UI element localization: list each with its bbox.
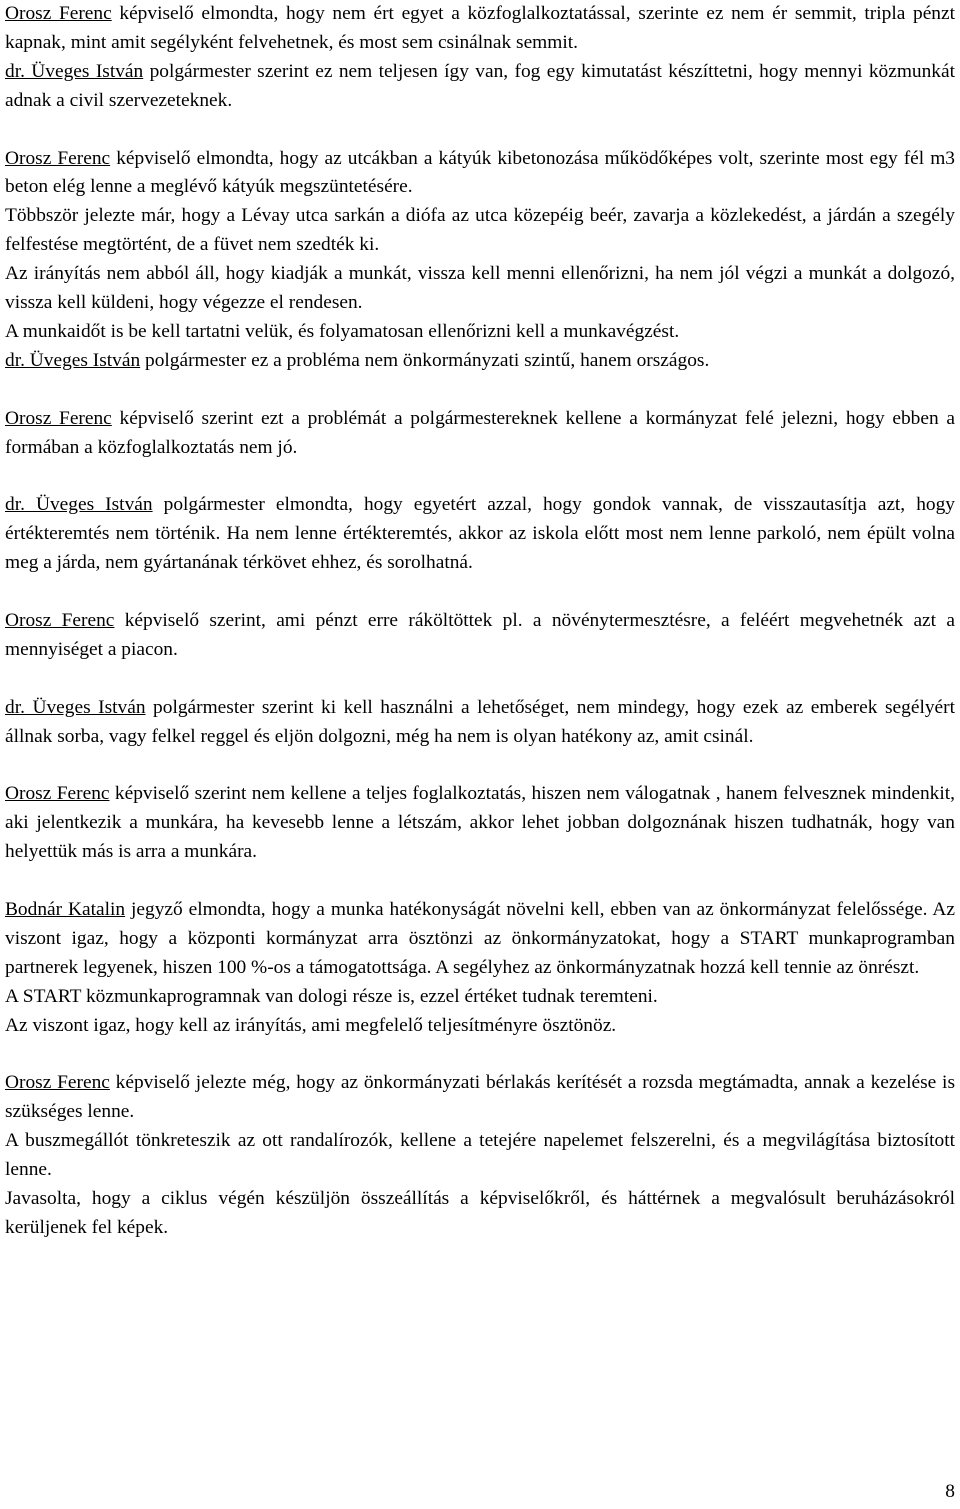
speaker-name: Orosz Ferenc <box>5 783 110 805</box>
paragraph <box>5 347 955 376</box>
paragraph-text: jegyző elmondta, hogy a munka hatékonyságát növelni kell, ebben van az önkormányzat felelőssége. Az viszont igaz, hogy a központi kormányzat arra ösztönzi az önkormányzatokat, hogy a START munkaprogramban partnerek legyenek, hiszen 100 %-os a támogatottsága. A segélyhez az önkormányzatnak hozzá kell tennie az önrészt. <box>5 898 955 978</box>
speaker-name: dr. Üveges István <box>5 60 144 82</box>
paragraph <box>5 491 955 578</box>
paragraph-text: képviselő elmondta, hogy az utcákban a kátyúk kibetonozása működőképes volt, szerinte most egy fél m3 beton elég lenne a meglévő kátyúk megszüntetésére. <box>5 147 955 198</box>
paragraph-text: polgármester szerint ki kell használni a lehetőséget, nem mindegy, hogy ezek az emberek segélyért állnak sorba, vagy felkel reggel és eljön dolgozni, még ha nem is olyan hatékony az, amit csinál. <box>5 696 955 747</box>
paragraph <box>5 1127 955 1185</box>
paragraph <box>5 1069 955 1127</box>
paragraph-text: képviselő szerint, ami pénzt erre ráköltöttek pl. a növénytermesztésre, a feléért megvehetnék azt a mennyiséget a piacon. <box>5 609 955 660</box>
paragraph-text: A buszmegállót tönkreteszik az ott randalírozók, kellene a tetejére napelemet felszerelni, és a megvilágítása biztosított lenne. <box>5 1130 955 1181</box>
paragraph <box>5 983 955 1012</box>
paragraph-text: polgármester ez a probléma nem önkormányzati szintű, hanem országos. <box>140 349 710 371</box>
paragraph-text: Többször jelezte már, hogy a Lévay utca sarkán a diófa az utca közepéig beér, zavarja a közlekedést, a járdán a szegély felfestése megtörtént, de a füvet nem szedték ki. <box>5 205 955 256</box>
paragraph-text: Az viszont igaz, hogy kell az irányítás, ami megfelelő teljesítményre ösztönöz. <box>5 1014 617 1036</box>
paragraph <box>5 1185 955 1243</box>
paragraph-text: képviselő elmondta, hogy nem ért egyet a közfoglalkoztatással, szerinte ez nem ér semmit, tripla pénzt kapnak, mint amit segélyként felvehetnek, és most sem csinálnak semmit. <box>5 3 955 53</box>
paragraph <box>5 202 955 260</box>
paragraph-text: polgármester szerint ez nem teljesen így van, fog egy kimutatást készíttetni, hogy mennyi közmunkát adnak a civil szervezeteknek. <box>5 60 955 111</box>
paragraph-text: képviselő jelezte még, hogy az önkormányzati bérlakás kerítését a rozsda megtámadta, annak a kezelése is szükséges lenne. <box>5 1072 955 1123</box>
paragraph <box>5 405 955 463</box>
speaker-name: Orosz Ferenc <box>5 1072 110 1094</box>
speaker-name: Orosz Ferenc <box>5 407 112 429</box>
paragraph <box>5 1012 955 1041</box>
paragraph <box>5 58 955 116</box>
speaker-name: dr. Üveges István <box>5 349 141 371</box>
paragraph-text: képviselő szerint nem kellene a teljes foglalkoztatás, hiszen nem válogatnak , hanem felvesznek mindenkit, aki jelentkezik a munkára, ha kevesebb lenne a létszám, akkor lehet jobban dolgoznának hiszen tudhatnák, hogy van helyettük más is arra a munkára. <box>5 783 955 863</box>
paragraph <box>5 780 955 867</box>
paragraph <box>5 145 955 203</box>
paragraph <box>5 694 955 752</box>
speaker-name: Orosz Ferenc <box>5 3 112 24</box>
paragraph-text: Az irányítás nem abból áll, hogy kiadják a munkát, vissza kell menni ellenőrizni, ha nem jól végzi a munkát a dolgozó, vissza kell küldeni, hogy végezze el rendesen. <box>5 263 955 314</box>
speaker-name: Orosz Ferenc <box>5 609 115 631</box>
paragraph-text: Javasolta, hogy a ciklus végén készüljön összeállítás a képviselőkről, és háttérnek a megvalósult beruházásokról kerüljenek fel képek. <box>5 1188 955 1238</box>
paragraph <box>5 0 955 58</box>
page-number: 8 <box>945 1481 955 1502</box>
paragraph <box>5 607 955 665</box>
paragraph-text: A START közmunkaprogramnak van dologi része is, ezzel értéket tudnak teremteni. <box>5 985 658 1007</box>
speaker-name: dr. Üveges István <box>5 696 146 718</box>
speaker-name: dr. Üveges István <box>5 494 153 516</box>
speaker-name: Bodnár Katalin <box>5 898 126 920</box>
paragraph-text: A munkaidőt is be kell tartatni velük, és folyamatosan ellenőrizni kell a munkavégzést. <box>5 320 680 342</box>
document-page <box>5 0 955 1243</box>
paragraph <box>5 260 955 318</box>
speaker-name: Orosz Ferenc <box>5 147 111 169</box>
paragraph-text: polgármester elmondta, hogy egyetért azzal, hogy gondok vannak, de visszautasítja azt, hogy értékteremtés nem történik. Ha nem lenne értékteremtés, akkor az iskola előtt most nem lenne parkoló, nem épült volna meg a járda, nem gyártanának térkövet ehhez, és sorolhatná. <box>5 494 955 574</box>
paragraph <box>5 318 955 347</box>
paragraph <box>5 896 955 983</box>
paragraph-text: képviselő szerint ezt a problémát a polgármestereknek kellene a kormányzat felé jelezni, hogy ebben a formában a közfoglalkoztatás nem jó. <box>5 407 955 458</box>
